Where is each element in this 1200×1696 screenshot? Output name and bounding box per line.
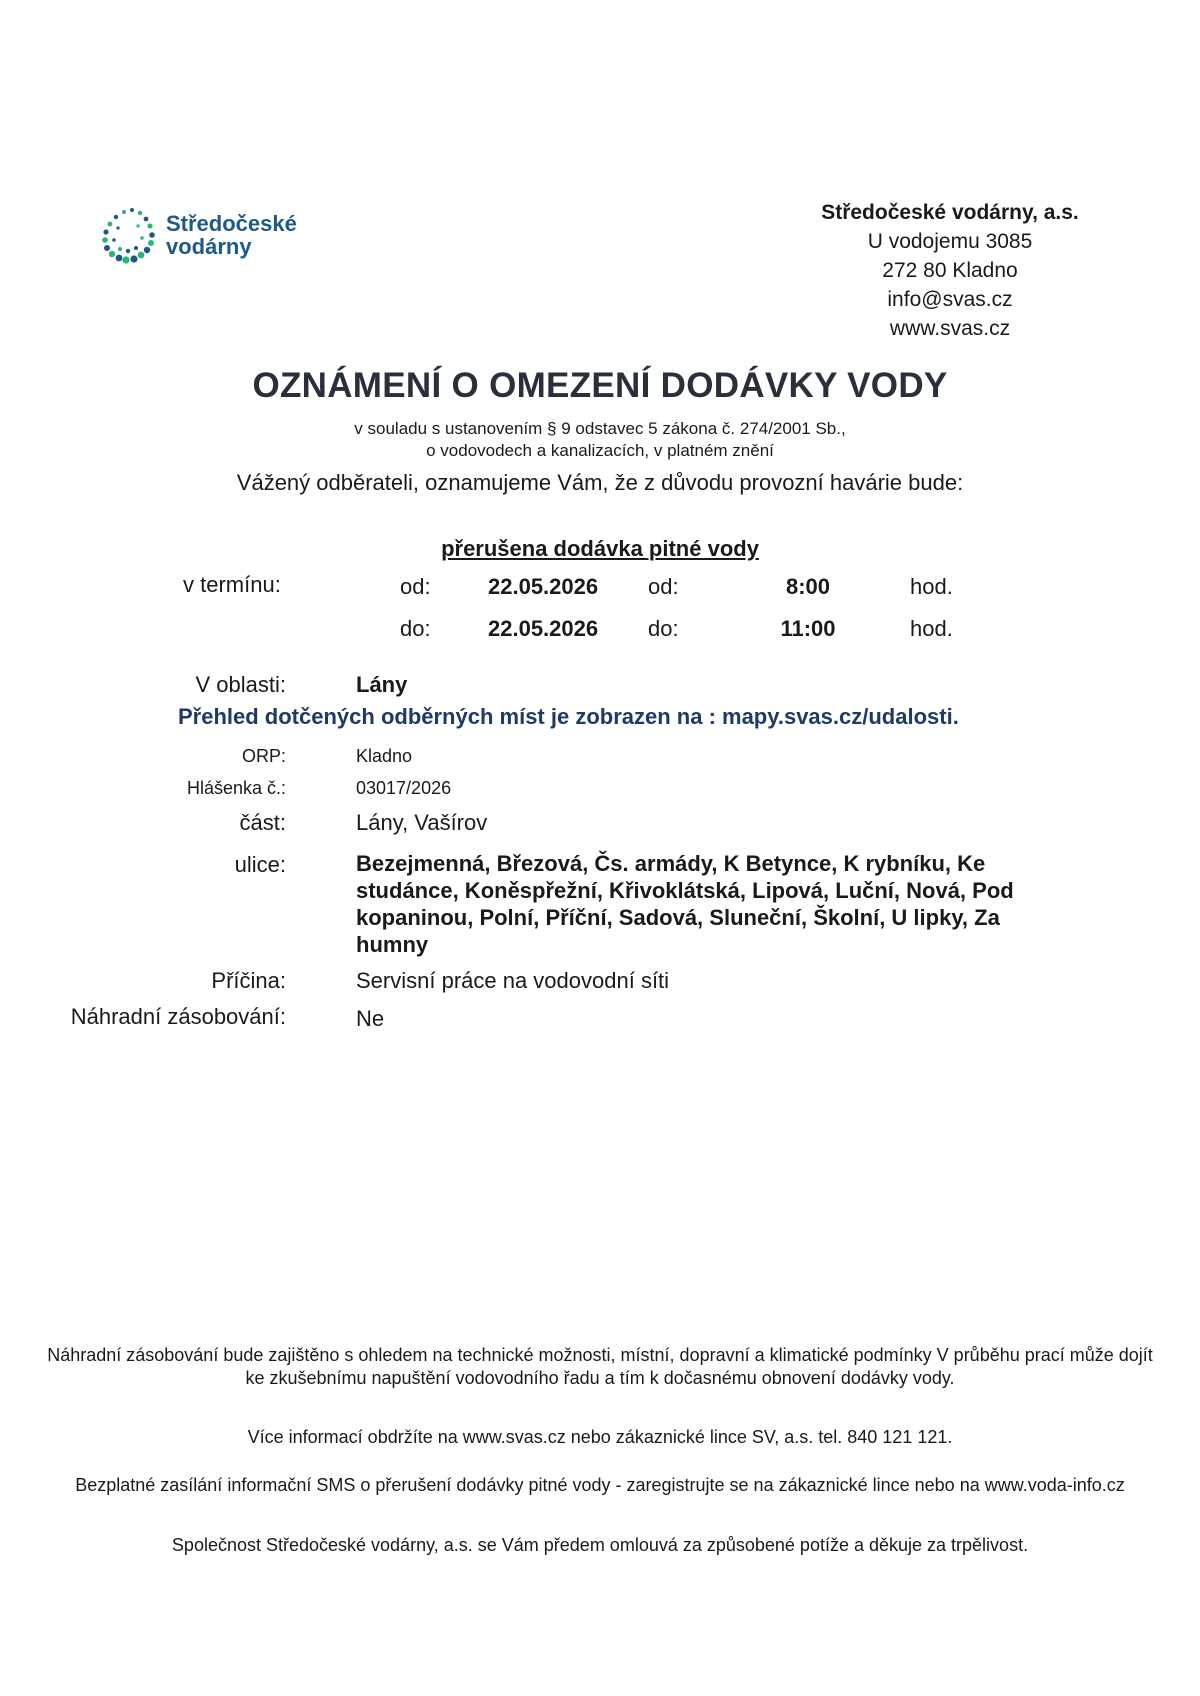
- part-value: Lány, Vašírov: [356, 810, 488, 835]
- water-drops-icon: [94, 204, 164, 274]
- footer-paragraph-3: Bezplatné zasílání informační SMS o přerušení dodávky pitné vody - zaregistrujte se na zákaznické lince nebo na www.voda-info.cz: [75, 1475, 1125, 1495]
- term-to-time-value: 11:00: [780, 616, 836, 641]
- footer-paragraph-4: Společnost Středočeské vodárny, a.s. se Vám předem omlouvá za způsobené potíže a děkuje za trpělivost.: [171, 1535, 1029, 1555]
- term-label: v termínu:: [183, 572, 281, 597]
- logo-wordmark: [166, 212, 297, 258]
- page-title: OZNÁMENÍ O OMEZENÍ DODÁVKY VODY: [252, 366, 948, 405]
- legal-subtitle: [0, 418, 1200, 462]
- report-label: Hlášenka č.:: [186, 778, 286, 798]
- term-from-label: od:: [400, 574, 431, 599]
- area-value: Lány: [356, 672, 408, 697]
- term-from-date: 22.05.2026: [488, 574, 599, 599]
- term-from-unit: hod.: [910, 574, 953, 599]
- logo-line-2: vodárny: [166, 234, 252, 259]
- cause-value: Servisní práce na vodovodní síti: [356, 968, 670, 993]
- company-address: [780, 198, 1120, 343]
- term-to-time-label: do:: [648, 616, 679, 641]
- term-to-unit: hod.: [910, 616, 953, 641]
- orp-value: Kladno: [356, 746, 413, 766]
- term-from-time-label: od:: [648, 574, 679, 599]
- report-value: 03017/2026: [356, 778, 452, 798]
- affected-places-link[interactable]: Přehled dotčených odběrných míst je zobrazen na : mapy.svas.cz/udalosti.: [178, 704, 959, 729]
- term-from-time: [738, 574, 878, 600]
- term-to-time: [738, 616, 878, 642]
- company-web[interactable]: www.svas.cz: [889, 317, 1011, 340]
- subtitle-line-2: o vodovodech a kanalizacích, v platném znění: [426, 441, 774, 460]
- company-email[interactable]: info@svas.cz: [887, 288, 1013, 311]
- greeting: Vážený odběrateli, oznamujeme Vám, že z důvodu provozní havárie bude:: [236, 470, 964, 495]
- term-to-label: do:: [400, 616, 431, 641]
- cause-label: Příčina:: [211, 968, 286, 993]
- company-name: Středočeské vodárny, a.s.: [821, 201, 1079, 224]
- supply-value: Ne: [356, 1006, 385, 1031]
- orp-label: ORP:: [241, 746, 286, 766]
- term-from-time-value: 8:00: [785, 574, 831, 599]
- part-label: část:: [239, 810, 286, 835]
- area-label: V oblasti:: [195, 672, 286, 697]
- logo-line-1: Středočeské: [166, 211, 297, 236]
- subtitle-line-1: v souladu s ustanovením § 9 odstavec 5 zákona č. 274/2001 Sb.,: [354, 419, 846, 438]
- supply-label: Náhradní zásobování:: [70, 1004, 286, 1029]
- company-street: U vodojemu 3085: [867, 230, 1033, 253]
- company-logo: [94, 204, 324, 276]
- term-to-date: 22.05.2026: [488, 616, 599, 641]
- company-city: 272 80 Kladno: [882, 259, 1018, 282]
- interruption-heading: přerušena dodávka pitné vody: [441, 536, 759, 561]
- footer-paragraph-2: Více informací obdržíte na www.svas.cz nebo zákaznické lince SV, a.s. tel. 840 121 121.: [247, 1427, 953, 1447]
- footer-paragraph-1: Náhradní zásobování bude zajištěno s ohledem na technické možnosti, místní, dopravní a klimatické podmínky V průběhu prací může dojít ke zkušebnímu napuštění vodovodního řadu a tím k dočasnému obnovení dodávky vody.: [47, 1345, 1153, 1388]
- streets-value: Bezejmenná, Březová, Čs. armády, K Betynce, K rybníku, Ke studánce, Koněspřežní, Křivoklátská, Lipová, Luční, Nová, Pod kopaninou, Polní, Příční, Sadová, Sluneční, Školní, U lipky, Za humny: [356, 851, 1014, 957]
- streets-label: ulice:: [234, 852, 286, 877]
